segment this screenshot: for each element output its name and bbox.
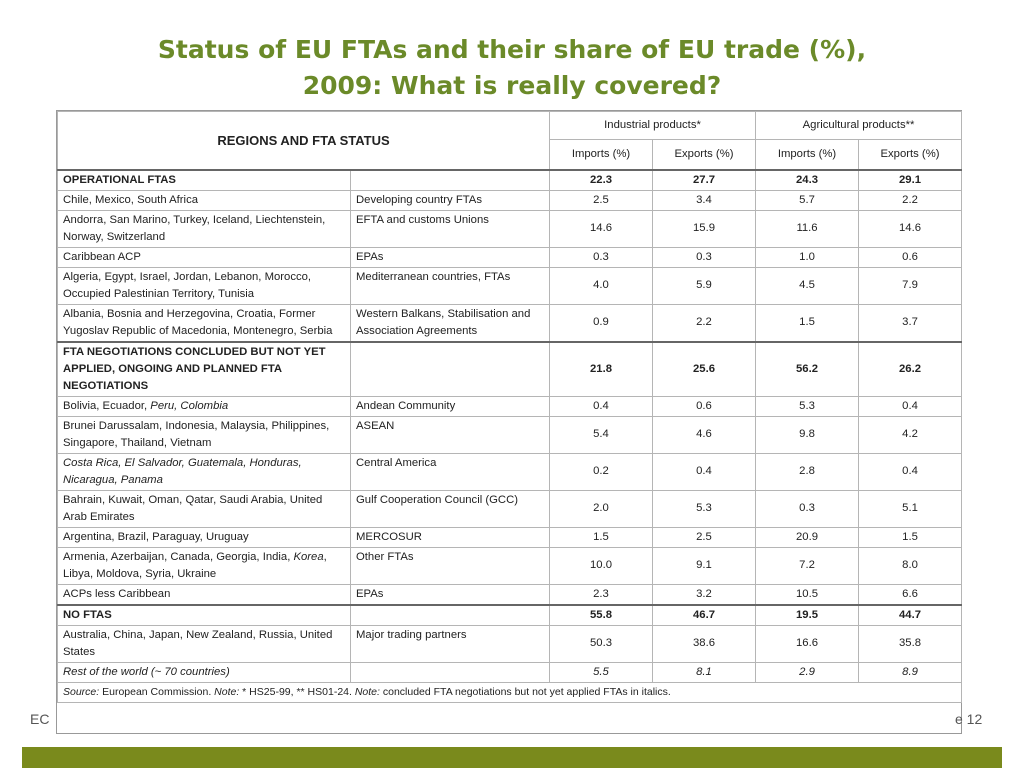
cell-value: 5.7: [756, 190, 859, 210]
cell-value: 5.3: [756, 396, 859, 416]
cell-value: 2.5: [550, 190, 653, 210]
region-text: Bahrain, Kuwait, Oman, Qatar, Saudi Arabia, United Arab Emirates: [63, 493, 323, 523]
source-note: [58, 682, 962, 702]
section-label: NO FTAS: [58, 605, 351, 626]
region-text: Argentina, Brazil, Paraguay, Uruguay: [63, 530, 249, 543]
cell-value: 29.1: [859, 170, 962, 191]
cell-value: 50.3: [550, 625, 653, 662]
cell-value: 2.8: [756, 453, 859, 490]
cell-value: 5.1: [859, 490, 962, 527]
region-text-italic: Costa Rica, El Salvador, Guatemala, Honduras, Nicaragua, Panama: [63, 456, 302, 486]
title-line-2: 2009: What is really covered?: [302, 71, 722, 100]
status-cell: MERCOSUR: [351, 527, 550, 547]
cell-value: 2.2: [653, 304, 756, 342]
regions-header: REGIONS AND FTA STATUS: [58, 112, 550, 170]
cell-value: 5.9: [653, 267, 756, 304]
cell-value: 1.0: [756, 247, 859, 267]
cell-value: 0.9: [550, 304, 653, 342]
cell-value: 0.6: [653, 396, 756, 416]
status-cell: Western Balkans, Stabilisation and Association Agreements: [351, 304, 550, 342]
cell-value: 3.2: [653, 584, 756, 605]
section-label: FTA NEGOTIATIONS CONCLUDED BUT NOT YET APPLIED, ONGOING AND PLANNED FTA NEGOTIATIONS: [58, 342, 351, 397]
slide-number: e 12: [955, 711, 983, 727]
cell-value: 10.0: [550, 547, 653, 584]
cell-value: 1.5: [859, 527, 962, 547]
region-cell: [58, 416, 351, 453]
table-row: [58, 396, 962, 416]
table-row: [58, 527, 962, 547]
source-row: [58, 682, 962, 702]
region-cell: [58, 584, 351, 605]
note-text: * HS25-99, ** HS01-24.: [239, 685, 355, 698]
table-row-negotiations: [58, 342, 962, 397]
table-row: [58, 453, 962, 490]
cell-value: 0.4: [859, 396, 962, 416]
cell-value: 21.8: [550, 342, 653, 397]
section-label: OPERATIONAL FTAS: [58, 170, 351, 191]
cell-value: 11.6: [756, 210, 859, 247]
cell-value: 22.3: [550, 170, 653, 191]
agricultural-imports-header: Imports (%): [756, 140, 859, 170]
cell-value: 7.2: [756, 547, 859, 584]
cell-value: 4.6: [653, 416, 756, 453]
table-row: [58, 416, 962, 453]
cell-value: 5.3: [653, 490, 756, 527]
cell-value: 5.4: [550, 416, 653, 453]
agricultural-exports-header: Exports (%): [859, 140, 962, 170]
note-label: Note:: [214, 685, 240, 698]
region-cell: [58, 453, 351, 490]
table-row: [58, 210, 962, 247]
cell-value: 8.0: [859, 547, 962, 584]
cell-value: 38.6: [653, 625, 756, 662]
region-cell: Australia, China, Japan, New Zealand, Russia, United States: [58, 625, 351, 662]
status-cell: EPAs: [351, 584, 550, 605]
fta-table-image: [56, 110, 962, 734]
status-cell: EFTA and customs Unions: [351, 210, 550, 247]
status-cell: Central America: [351, 453, 550, 490]
region-cell: Caribbean ACP: [58, 247, 351, 267]
cell-value: 14.6: [859, 210, 962, 247]
cell-value: 0.3: [756, 490, 859, 527]
cell-value: 3.4: [653, 190, 756, 210]
cell-value: 1.5: [550, 527, 653, 547]
cell-value: 3.7: [859, 304, 962, 342]
table-row: [58, 490, 962, 527]
cell-value: 1.5: [756, 304, 859, 342]
cell-value: 19.5: [756, 605, 859, 626]
status-cell: Mediterranean countries, FTAs: [351, 267, 550, 304]
table-row: [58, 267, 962, 304]
cell-value: 9.1: [653, 547, 756, 584]
region-cell: [58, 490, 351, 527]
status-cell: Andean Community: [351, 396, 550, 416]
cell-value: 2.9: [756, 662, 859, 682]
cell-value: 44.7: [859, 605, 962, 626]
cell-value: 26.2: [859, 342, 962, 397]
cell-value: 8.9: [859, 662, 962, 682]
table-row-rest-of-world: [58, 662, 962, 682]
cell-value: 2.5: [653, 527, 756, 547]
cell-value: 5.5: [550, 662, 653, 682]
cell-value: 0.4: [653, 453, 756, 490]
cell-value: 4.0: [550, 267, 653, 304]
cell-value: 6.6: [859, 584, 962, 605]
cell-value: 46.7: [653, 605, 756, 626]
region-cell: Albania, Bosnia and Herzegovina, Croatia, Former Yugoslav Republic of Macedonia, Montenegro, Serbia: [58, 304, 351, 342]
region-text: Brunei Darussalam, Indonesia, Malaysia, Philippines, Singapore, Thailand, Vietnam: [63, 419, 330, 449]
region-text: Bolivia, Ecuador,: [63, 399, 151, 412]
region-text: Armenia, Azerbaijan, Canada, Georgia, India,: [63, 550, 294, 563]
region-cell: Andorra, San Marino, Turkey, Iceland, Liechtenstein, Norway, Switzerland: [58, 210, 351, 247]
status-cell: Gulf Cooperation Council (GCC): [351, 490, 550, 527]
cell-value: 0.6: [859, 247, 962, 267]
region-cell: [58, 527, 351, 547]
note-text: concluded FTA negotiations but not yet applied FTAs in italics.: [379, 685, 671, 698]
table-row-operational: [58, 170, 962, 191]
agricultural-header: Agricultural products**: [756, 112, 962, 140]
table-row: [58, 304, 962, 342]
status-cell: EPAs: [351, 247, 550, 267]
cell-value: 56.2: [756, 342, 859, 397]
cell-value: 9.8: [756, 416, 859, 453]
note-label: Note:: [354, 685, 380, 698]
cell-value: 2.3: [550, 584, 653, 605]
industrial-exports-header: Exports (%): [653, 140, 756, 170]
source-label: Source:: [63, 685, 100, 698]
cell-value: 2.2: [859, 190, 962, 210]
title-line-1: Status of EU FTAs and their share of EU trade (%),: [157, 35, 867, 64]
cell-value: 0.4: [859, 453, 962, 490]
region-cell: Algeria, Egypt, Israel, Jordan, Lebanon, Morocco, Occupied Palestinian Territory, Tunisia: [58, 267, 351, 304]
table-row: [58, 625, 962, 662]
cell-value: 8.1: [653, 662, 756, 682]
region-text: , Libya, Moldova, Syria, Ukraine: [63, 550, 327, 580]
cell-value: 4.2: [859, 416, 962, 453]
cell-value: 16.6: [756, 625, 859, 662]
status-cell: Other FTAs: [351, 547, 550, 584]
cell-value: 4.5: [756, 267, 859, 304]
region-text: ACPs less Caribbean: [63, 587, 171, 600]
region-text-italic: Korea: [293, 550, 324, 563]
status-cell: Developing country FTAs: [351, 190, 550, 210]
industrial-imports-header: Imports (%): [550, 140, 653, 170]
cell-value: 25.6: [653, 342, 756, 397]
bottom-bar: [22, 747, 1002, 768]
table-row-no-ftas: [58, 605, 962, 626]
cell-value: 24.3: [756, 170, 859, 191]
status-cell: ASEAN: [351, 416, 550, 453]
status-cell: Major trading partners: [351, 625, 550, 662]
region-cell: [58, 547, 351, 584]
cell-value: 15.9: [653, 210, 756, 247]
table-row: [58, 584, 962, 605]
footer-left-text: EC: [30, 711, 50, 727]
slide-title: [0, 32, 1024, 104]
industrial-header: Industrial products*: [550, 112, 756, 140]
fta-table: [57, 111, 962, 703]
region-cell: Chile, Mexico, South Africa: [58, 190, 351, 210]
region-cell: Rest of the world (~ 70 countries): [58, 662, 351, 682]
table-row: [58, 547, 962, 584]
cell-value: 27.7: [653, 170, 756, 191]
cell-value: 35.8: [859, 625, 962, 662]
cell-value: 0.2: [550, 453, 653, 490]
source-text: European Commission.: [99, 685, 215, 698]
table-row: [58, 190, 962, 210]
cell-value: 2.0: [550, 490, 653, 527]
cell-value: 10.5: [756, 584, 859, 605]
cell-value: 0.4: [550, 396, 653, 416]
cell-value: 55.8: [550, 605, 653, 626]
cell-value: 0.3: [653, 247, 756, 267]
region-cell: [58, 396, 351, 416]
cell-value: 0.3: [550, 247, 653, 267]
cell-value: 20.9: [756, 527, 859, 547]
cell-value: 14.6: [550, 210, 653, 247]
cell-value: 7.9: [859, 267, 962, 304]
table-row: [58, 247, 962, 267]
region-text-italic: Peru, Colombia: [150, 399, 229, 412]
